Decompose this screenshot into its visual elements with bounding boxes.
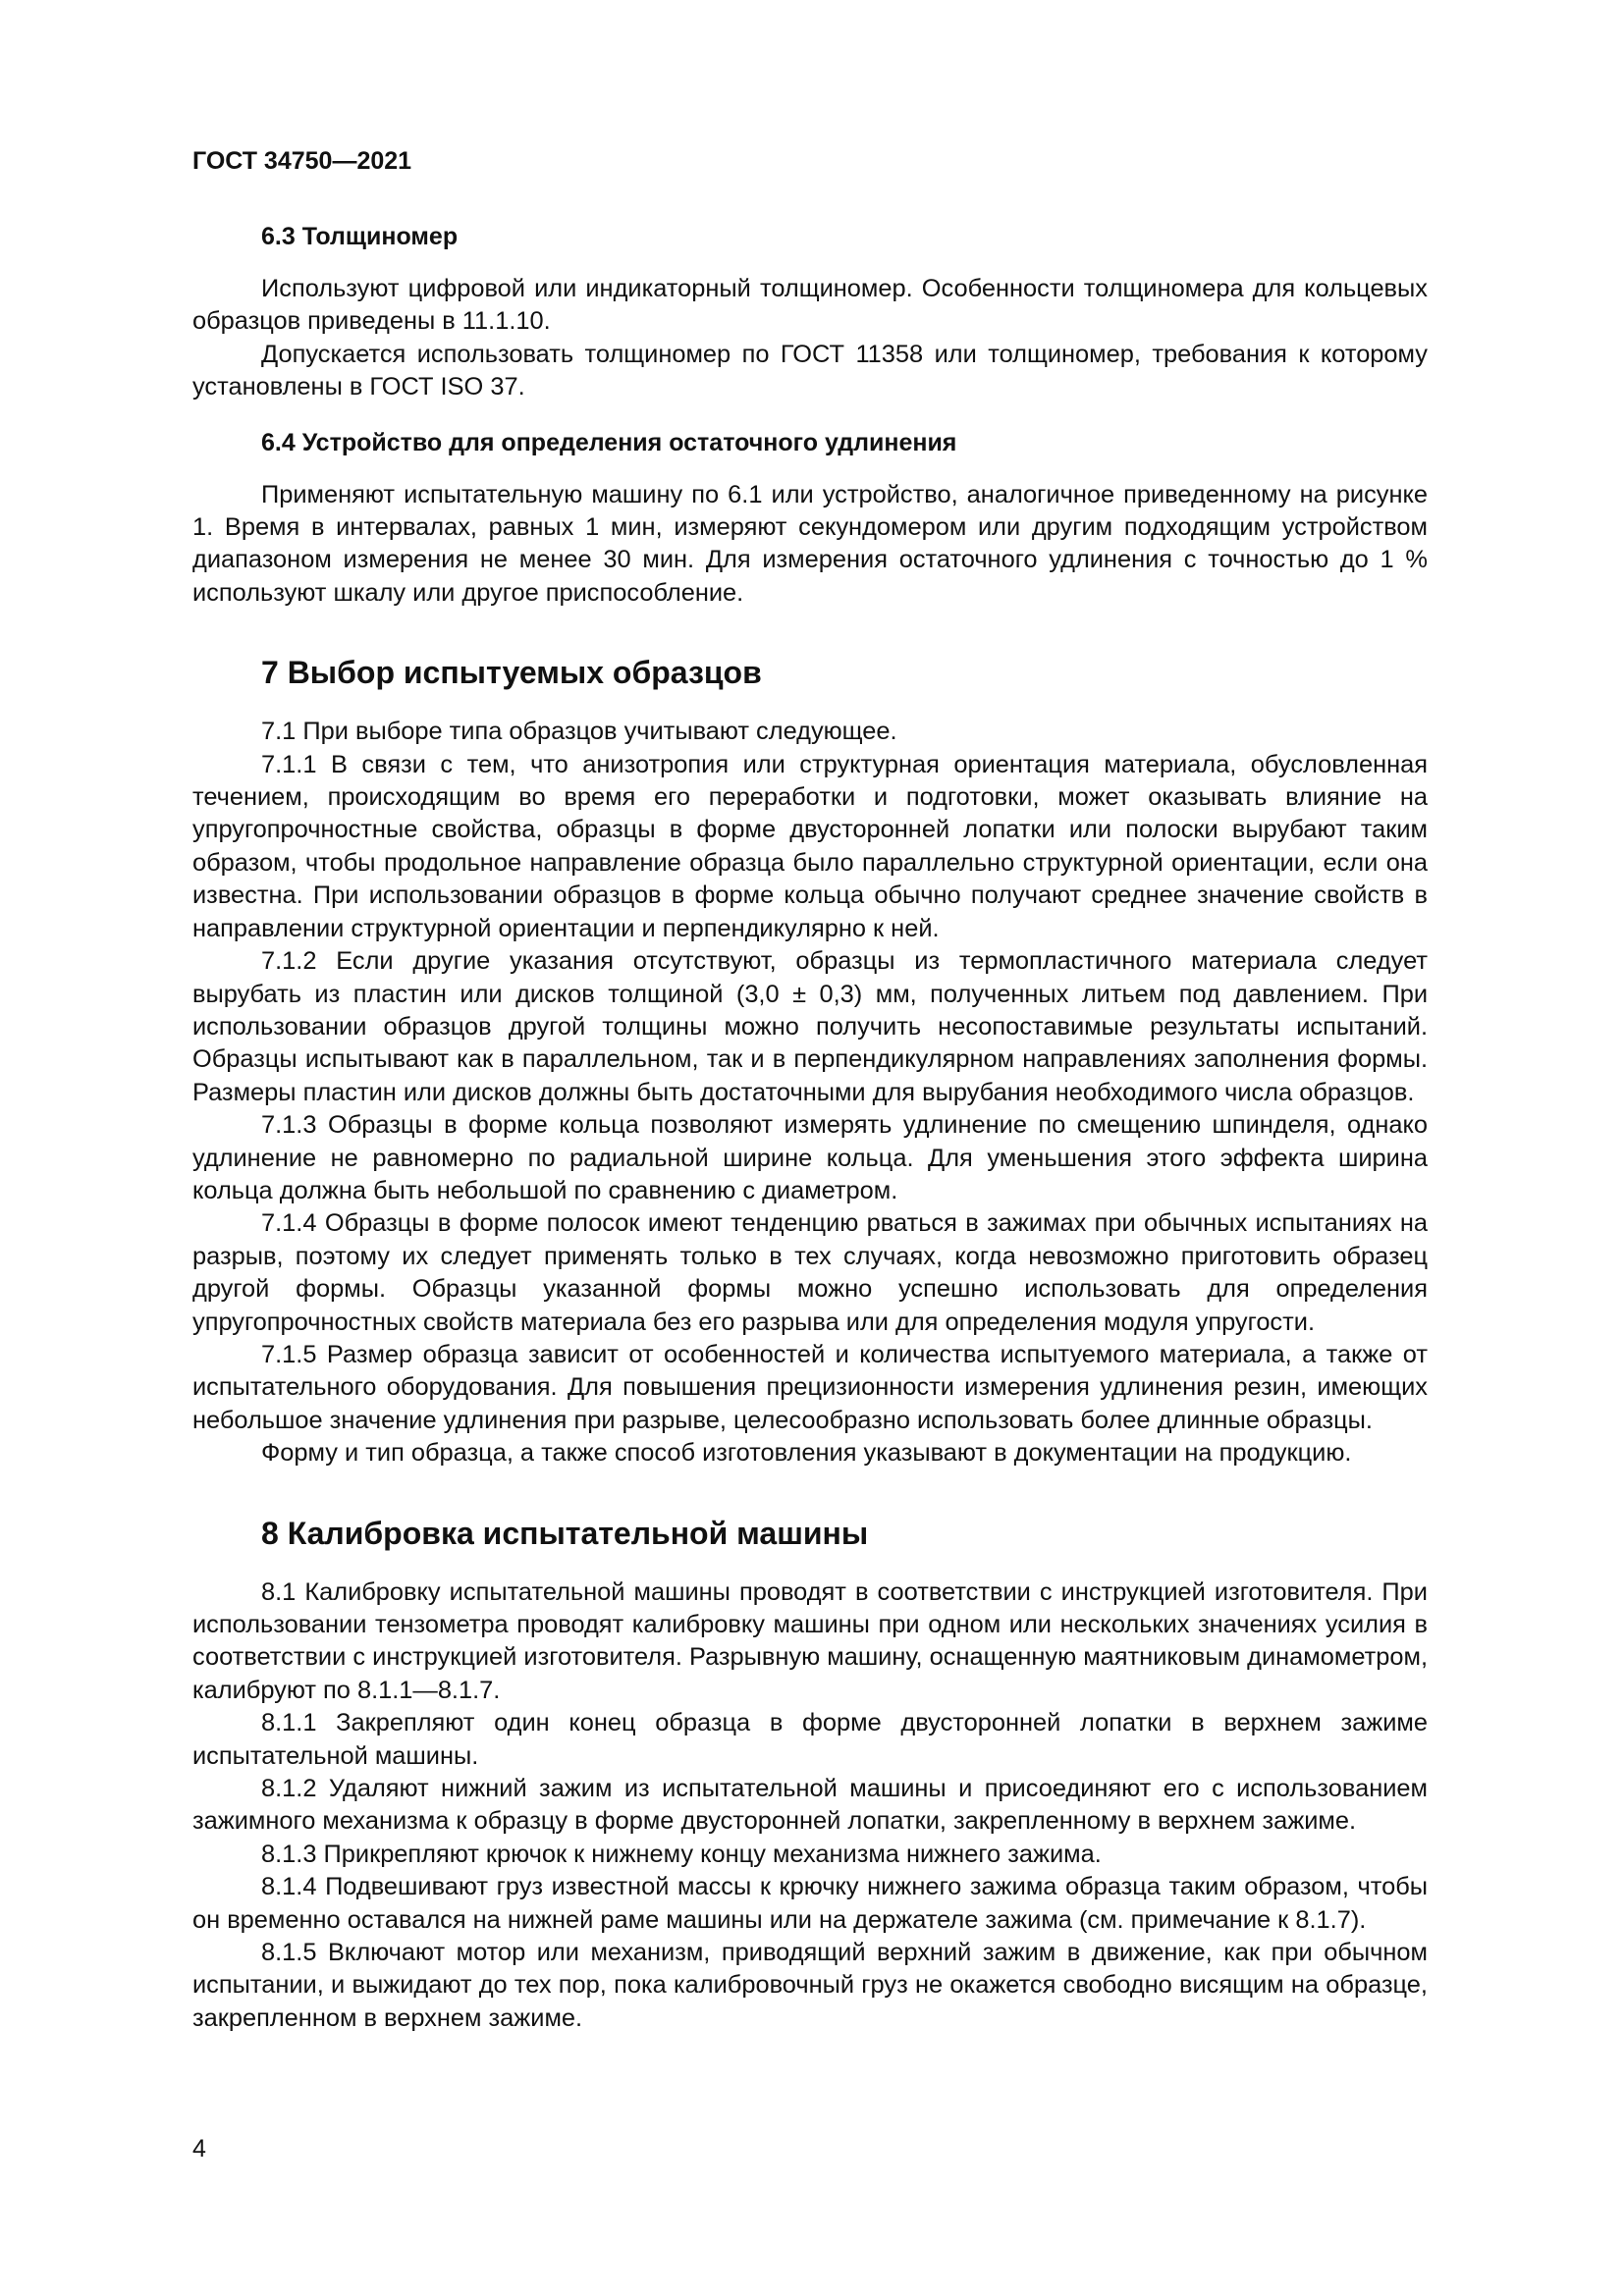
section-heading-8: 8 Калибровка испытательной машины [261, 1515, 869, 1551]
paragraph: Допускается использовать толщиномер по ГОСТ 11358 или толщиномер, требования к которому установлены в ГОСТ ISO 37. [192, 340, 1428, 401]
paragraph: 7.1.1 В связи с тем, что анизотропия или структурная ориентация материала, обусловленная течением, происходящим во время его переработки и подготовки, может оказывать влияние на упругопрочностные свойства, образцы в форме двусторонней лопатки или полоски вырубают таким образом, чтобы продольное направление образца было параллельно структурной ориентации, если она известна. При использовании образцов в форме кольца обычно получают среднее значение свойств в направлении структурной ориентации и перпендикулярно к ней. [192, 750, 1428, 942]
subsection-heading-6-3: 6.3 Толщиномер [261, 223, 459, 250]
paragraph: Форму и тип образца, а также способ изготовления указывают в документации на продукцию. [261, 1439, 1352, 1468]
paragraph: 8.1.3 Прикрепляют крючок к нижнему концу механизма нижнего зажима. [261, 1840, 1102, 1868]
paragraph: 7.1 При выборе типа образцов учитывают следующее. [261, 718, 897, 746]
paragraph: Применяют испытательную машину по 6.1 или устройство, аналогичное приведенному на рисунке 1. Время в интервалах, равных 1 мин, измеряют секундомером или другим подходящим устройством диапазоном измерения не менее 30 мин. Для измерения остаточного удлинения с точностью до 1 % используют шкалу или другое приспособление. [192, 480, 1428, 607]
paragraph: 7.1.4 Образцы в форме полосок имеют тенденцию рваться в зажимах при обычных испытаниях на разрыв, поэтому их следует применять только в тех случаях, когда невозможно приготовить образец другой формы. Образцы указанной формы можно успешно использовать для определения упругопрочностных свойств материала без его разрыва или для определения модуля упругости. [192, 1209, 1428, 1336]
paragraph: 8.1.1 Закрепляют один конец образца в форме двусторонней лопатки в верхнем зажиме испытательной машины. [192, 1709, 1428, 1770]
paragraph: 7.1.5 Размер образца зависит от особенностей и количества испытуемого материала, а также от испытательного оборудования. Для повышения прецизионности измерения удлинения резин, имеющих небольшое значение удлинения при разрыве, целесообразно использовать более длинные образцы. [192, 1340, 1428, 1434]
document-code: ГОСТ 34750—2021 [192, 147, 412, 175]
paragraph: 7.1.3 Образцы в форме кольца позволяют измерять удлинение по смещению шпинделя, однако удлинение не равномерно по радиальной ширине кольца. Для уменьшения этого эффекта ширина кольца должна быть небольшой по сравнению с диаметром. [192, 1111, 1428, 1204]
paragraph: 8.1.4 Подвешивают груз известной массы к крючку нижнего зажима образца таким образом, чтобы он временно оставался на нижней раме машины или на держателе зажима (см. примечание к 8.1.7). [192, 1873, 1428, 1934]
paragraph: Используют цифровой или индикаторный толщиномер. Особенности толщиномера для кольцевых образцов приведены в 11.1.10. [192, 275, 1428, 336]
paragraph: 7.1.2 Если другие указания отсутствуют, образцы из термопластичного материала следует вырубать из пластин или дисков толщиной (3,0 ± 0,3) мм, полученных литьем под давлением. При использовании образцов другой толщины можно получить несопоставимые результаты испытаний. Образцы испытывают как в параллельном, так и в перпендикулярном направлениях заполнения формы. Размеры пластин или дисков должны быть достаточными для вырубания необходимого числа образцов. [192, 947, 1428, 1106]
page-content [192, 222, 1428, 2035]
paragraph: 8.1.5 Включают мотор или механизм, приводящий верхний зажим в движение, как при обычном испытании, и выжидают до тех пор, пока калибровочный груз не окажется свободно висящим на образце, закрепленном в верхнем зажиме. [192, 1939, 1428, 2032]
subsection-heading-6-4: 6.4 Устройство для определения остаточного удлинения [261, 428, 957, 456]
page-number: 4 [192, 2135, 206, 2163]
paragraph: 8.1.2 Удаляют нижний зажим из испытательной машины и присоединяют его с использованием зажимного механизма к образцу в форме двусторонней лопатки, закрепленному в верхнем зажиме. [192, 1775, 1428, 1836]
section-heading-7: 7 Выбор испытуемых образцов [261, 655, 762, 691]
paragraph: 8.1 Калибровку испытательной машины проводят в соответствии с инструкцией изготовителя. При использовании тензометра проводят калибровку машины при одном или нескольких значениях усилия в соответствии с инструкцией изготовителя. Разрывную машину, оснащенную маятниковым динамометром, калибруют по 8.1.1—8.1.7. [192, 1577, 1428, 1704]
